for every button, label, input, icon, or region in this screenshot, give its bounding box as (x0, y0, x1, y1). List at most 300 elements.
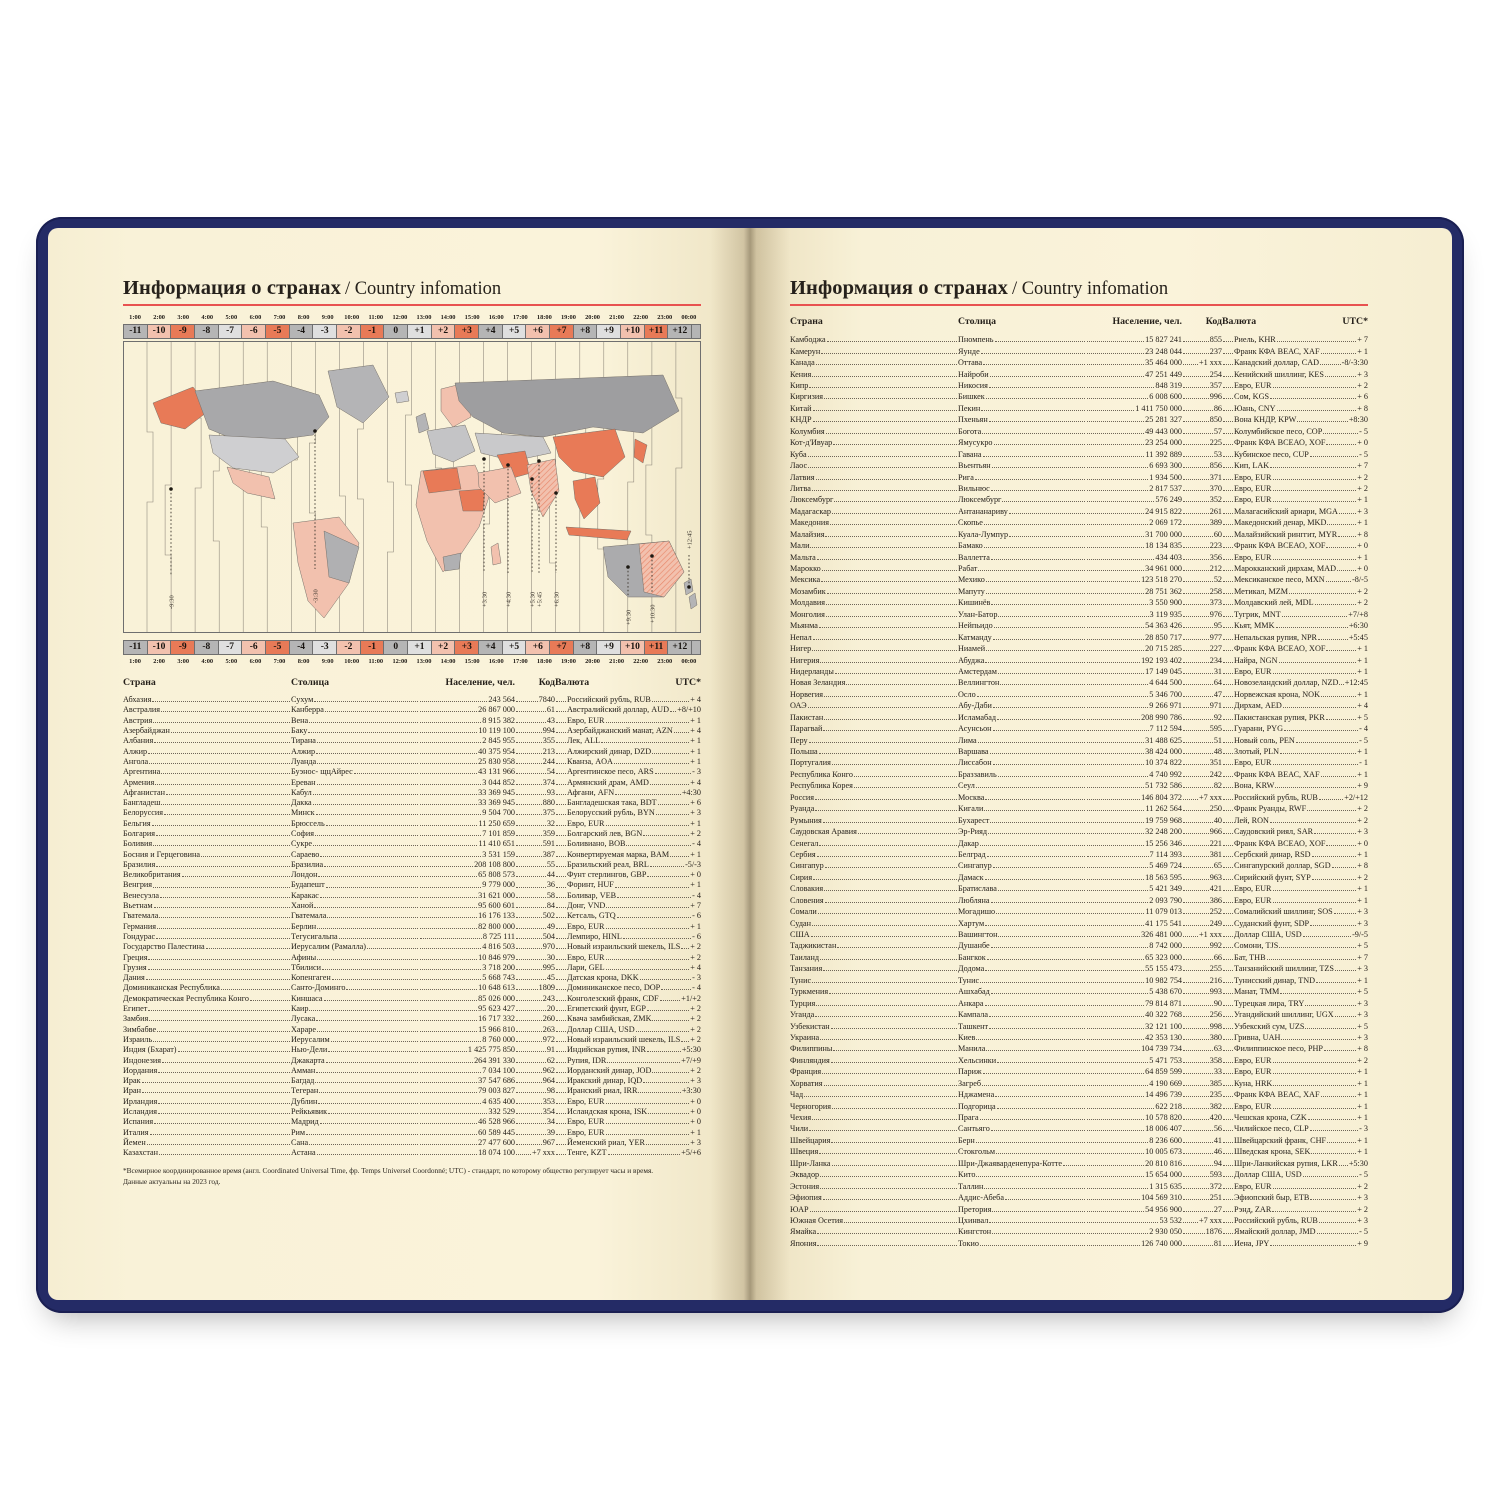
country-cell: Словения (790, 895, 824, 905)
table-row (123, 828, 701, 838)
population-col (1086, 504, 1182, 515)
capital-col (958, 562, 1086, 573)
population-cell: 2 817 537 (1149, 483, 1182, 493)
population-col (419, 972, 515, 982)
dot-leader (976, 1176, 1085, 1177)
tz-time-label: 2:00 (153, 314, 165, 322)
population-cell: 9 504 700 (482, 808, 515, 818)
dot-leader (316, 1020, 418, 1021)
population-cell: 10 374 822 (1145, 758, 1182, 768)
dot-leader (812, 1119, 957, 1120)
timezone-times-bottom (123, 657, 701, 667)
population-col (1086, 344, 1182, 355)
utc-cell: + 2 (1357, 598, 1368, 608)
tz-offset-cell: -6 (242, 641, 266, 654)
dot-leader (1223, 822, 1233, 823)
dot-leader (1317, 1233, 1359, 1234)
dot-leader (201, 856, 290, 857)
code-cell: 593 (1209, 1170, 1222, 1180)
dot-leader (1087, 536, 1144, 537)
dot-leader (820, 959, 957, 960)
population-cell: 146 804 372 (1141, 792, 1182, 802)
dot-leader (812, 650, 957, 651)
country-table-left (123, 694, 701, 1157)
code-cell: 504 (542, 931, 555, 941)
population-cell: 11 262 564 (1145, 804, 1182, 814)
currency-cell: Сомони, TJS (1234, 941, 1279, 951)
dot-leader (808, 456, 957, 457)
dot-leader (606, 969, 690, 970)
dot-leader (556, 701, 566, 702)
dot-leader (986, 398, 1085, 399)
dot-leader (1289, 593, 1356, 594)
population-col (1086, 710, 1182, 721)
currency-col (1222, 699, 1368, 710)
country-col (790, 470, 958, 481)
dot-leader (1183, 833, 1209, 834)
map-land-shape (553, 429, 625, 477)
dot-leader (327, 917, 418, 918)
population-col (419, 931, 515, 941)
table-row (790, 356, 1368, 367)
utc-cell: + 1 (1357, 1067, 1368, 1077)
dot-leader (1183, 376, 1209, 377)
dot-leader (161, 804, 290, 805)
footnote (123, 1166, 701, 1188)
table-row (790, 344, 1368, 355)
population-col (1086, 985, 1182, 996)
country-cell: Аргентина (123, 767, 161, 777)
currency-col (555, 869, 701, 879)
code-col (515, 745, 555, 755)
dot-leader (1183, 1188, 1209, 1189)
dot-leader (1272, 1211, 1356, 1212)
tz-time-label: 22:00 (633, 314, 649, 322)
country-cell: Германия (123, 921, 157, 931)
dot-leader (1087, 1142, 1148, 1143)
code-cell: 964 (542, 1076, 555, 1086)
dot-leader (991, 604, 1085, 605)
dot-leader (1183, 1130, 1213, 1131)
population-col (1086, 996, 1182, 1007)
population-col (1086, 813, 1182, 824)
dot-leader (844, 1222, 957, 1223)
dot-leader (615, 794, 681, 795)
country-cell: Казахстан (123, 1148, 159, 1158)
dot-leader (1223, 890, 1233, 891)
country-cell: Люксембург (790, 495, 834, 505)
population-cell: 4 635 400 (482, 1096, 515, 1106)
dot-leader (1223, 1073, 1233, 1074)
dot-leader (994, 444, 1085, 445)
utc-cell: + 8 (1357, 861, 1368, 871)
population-cell: 5 469 724 (1149, 861, 1182, 871)
table-row (123, 1034, 701, 1044)
population-col (419, 1085, 515, 1095)
dot-leader (313, 845, 418, 846)
dot-leader (646, 1144, 689, 1145)
capital-cell: Претория (958, 1204, 992, 1214)
currency-cell: Малагасийский ариари, MGA (1234, 506, 1338, 516)
capital-cell: Валлетта (958, 552, 990, 562)
country-col (790, 1031, 958, 1042)
capital-cell: Хельсинки (958, 1055, 997, 1065)
table-row (790, 333, 1368, 344)
country-cell: Руанда (790, 804, 815, 814)
dot-leader (606, 1134, 690, 1135)
currency-cell: Гуарани, PYG (1234, 724, 1284, 734)
country-col (790, 1019, 958, 1030)
capital-cell: Мапуту (958, 586, 985, 596)
dot-leader (164, 814, 290, 815)
utc-cell: - 6 (692, 931, 701, 941)
fractional-offset-label: +3:30 (481, 591, 489, 608)
dot-leader (420, 773, 477, 774)
code-col (1182, 1031, 1222, 1042)
dot-leader (1183, 547, 1209, 548)
country-col (790, 596, 958, 607)
country-col (790, 722, 958, 733)
population-cell: 126 740 000 (1141, 1238, 1182, 1248)
country-col (790, 790, 958, 801)
country-col (123, 694, 291, 704)
dot-leader (309, 722, 418, 723)
dot-leader (556, 722, 566, 723)
capital-col (958, 413, 1086, 424)
tz-time-label: 21:00 (609, 314, 625, 322)
utc-cell: +12:45 (1344, 678, 1368, 688)
code-col (515, 1023, 555, 1033)
country-cell: Молдавия (790, 598, 825, 608)
dot-leader (976, 1039, 1085, 1040)
dot-leader (1087, 1119, 1144, 1120)
dot-leader (975, 479, 1085, 480)
utc-cell: + 1 (1357, 1113, 1368, 1123)
country-col (790, 619, 958, 630)
dot-leader (606, 928, 690, 929)
table-row (790, 973, 1368, 984)
population-col (1086, 482, 1182, 493)
currency-col (1222, 379, 1368, 390)
country-col (790, 687, 958, 698)
dot-leader (1087, 1176, 1144, 1177)
capital-cell: Кито (958, 1170, 976, 1180)
population-col (1086, 619, 1182, 630)
population-cell: 332 529 (488, 1107, 515, 1117)
dot-leader (516, 1000, 542, 1001)
table-row (790, 665, 1368, 676)
capital-cell: Каир (291, 1004, 309, 1014)
code-cell: 242 (1209, 769, 1222, 779)
table-row (790, 573, 1368, 584)
dot-leader (1223, 1016, 1233, 1017)
capital-col (958, 870, 1086, 881)
population-col (1086, 767, 1182, 778)
dot-leader (985, 799, 1085, 800)
map-land-shape (427, 425, 475, 462)
country-cell: Словакия (790, 884, 824, 894)
code-col (1182, 436, 1222, 447)
dot-leader (1223, 1050, 1233, 1051)
capital-col (958, 459, 1086, 470)
currency-col (1222, 859, 1368, 870)
capital-col (958, 584, 1086, 595)
code-cell: 380 (1209, 1032, 1222, 1042)
dot-leader (556, 979, 566, 980)
dot-leader (608, 1154, 681, 1155)
dot-leader (813, 421, 957, 422)
utc-cell: + 6 (1357, 392, 1368, 402)
dot-leader (149, 763, 290, 764)
currency-col (1222, 1019, 1368, 1030)
currency-cell: Иена, JPY (1234, 1238, 1270, 1248)
table-row (790, 939, 1368, 950)
currency-cell: Тенге, KZT (567, 1148, 607, 1158)
capital-cell: Токио (958, 1238, 979, 1248)
country-cell: Македония (790, 518, 830, 528)
population-cell: 33 369 945 (478, 798, 515, 808)
tz-offset-cell: -10 (148, 325, 172, 338)
dot-leader (1223, 662, 1233, 663)
capital-cell: Алжир (291, 746, 316, 756)
dot-leader (367, 948, 418, 949)
utc-cell: + 2 (690, 952, 701, 962)
dot-leader (1087, 1096, 1144, 1097)
dot-leader (813, 879, 957, 880)
tz-time-label: 4:00 (201, 314, 214, 322)
table-row (123, 797, 701, 807)
currency-col (1222, 767, 1368, 778)
capital-cell: Ашхабад (958, 987, 990, 997)
dot-leader (1087, 570, 1144, 571)
dot-leader (516, 1123, 546, 1124)
dot-leader (1183, 673, 1213, 674)
dot-leader (1087, 879, 1144, 880)
utc-cell: + 2 (1357, 381, 1368, 391)
dot-leader (1273, 1188, 1357, 1189)
country-cell: Сенегал (790, 838, 819, 848)
currency-cell: Евро, EUR (1234, 495, 1272, 505)
timezone-boundary-line (213, 342, 219, 632)
country-col (790, 630, 958, 641)
capital-col (958, 916, 1086, 927)
currency-cell: Боливиано, BOB (567, 839, 626, 849)
dot-leader (309, 1144, 418, 1145)
table-row (123, 992, 701, 1002)
population-col (419, 920, 515, 930)
currency-col (1222, 1111, 1368, 1122)
dot-leader (1183, 433, 1213, 434)
population-col (1086, 790, 1182, 801)
country-col (790, 1236, 958, 1247)
dot-leader (1087, 547, 1144, 548)
dot-leader (832, 513, 957, 514)
dot-leader (1183, 1108, 1209, 1109)
capital-cell: Лусака (291, 1014, 316, 1024)
country-cell: Узбекистан (790, 1021, 830, 1031)
dot-leader (985, 879, 1085, 880)
population-cell: 6 693 300 (1149, 461, 1182, 471)
country-col (123, 962, 291, 972)
country-col (790, 813, 958, 824)
country-cell: Дания (123, 973, 145, 983)
dot-leader (1310, 925, 1356, 926)
code-col (1182, 527, 1222, 538)
table-row (123, 725, 701, 735)
dot-leader (556, 763, 566, 764)
tz-time-label: 8:00 (297, 658, 310, 666)
dot-leader (1223, 799, 1233, 800)
code-cell: 387 (542, 849, 555, 859)
capital-col (291, 1137, 419, 1147)
header-label: Код (1205, 317, 1222, 328)
code-cell: 56 (1213, 1124, 1222, 1134)
dot-leader (1183, 1005, 1213, 1006)
capital-col (958, 619, 1086, 630)
country-cell: Йемен (123, 1137, 146, 1147)
country-col (123, 1013, 291, 1023)
utc-cell: -9/-5 (1352, 930, 1368, 940)
country-cell: Сирия (790, 872, 813, 882)
currency-col (555, 1013, 701, 1023)
dot-leader (983, 1073, 1085, 1074)
dot-leader (647, 876, 689, 877)
table-row (123, 848, 701, 858)
currency-cell: Пакистанская рупия, PKR (1234, 712, 1325, 722)
dot-leader (516, 814, 542, 815)
capital-cell: Ташкент (958, 1021, 989, 1031)
dot-leader (1183, 879, 1209, 880)
code-cell: 595 (1209, 724, 1222, 734)
population-col (419, 992, 515, 1002)
dot-leader (1326, 845, 1356, 846)
dot-leader (309, 1010, 418, 1011)
dot-leader (982, 1085, 1085, 1086)
dot-leader (1087, 490, 1148, 491)
utc-cell: - 3 (1359, 1124, 1368, 1134)
country-col (123, 817, 291, 827)
population-col (1086, 733, 1182, 744)
table-row (123, 1023, 701, 1033)
dot-leader (516, 753, 542, 754)
dot-leader (1223, 421, 1233, 422)
dot-leader (1223, 1028, 1233, 1029)
dot-leader (1316, 982, 1356, 983)
code-col (1182, 367, 1222, 378)
dot-leader (420, 1134, 477, 1135)
map-land-shape (689, 593, 697, 609)
leader-dot (506, 463, 510, 467)
timezone-boundary-line (291, 342, 297, 632)
code-col (1182, 848, 1222, 859)
code-cell: 40 (1213, 815, 1222, 825)
capital-cell: Иерусалим (Рамалла) (291, 942, 367, 952)
code-col (515, 1126, 555, 1136)
dot-leader (315, 835, 418, 836)
population-cell: 2 930 050 (1149, 1227, 1182, 1237)
map-land-shape (455, 375, 679, 437)
utc-cell: - 3 (692, 973, 701, 983)
tz-time-label: 22:00 (633, 658, 649, 666)
utc-cell: +8:30 (1348, 415, 1368, 425)
dot-leader (981, 353, 1085, 354)
population-col (1086, 1156, 1182, 1167)
country-cell: Зимбабве (123, 1024, 157, 1034)
country-col (790, 436, 958, 447)
dot-leader (617, 897, 691, 898)
dot-leader (1223, 524, 1233, 525)
population-cell: 54 956 900 (1145, 1204, 1182, 1214)
capital-cell: Любляна (958, 895, 990, 905)
currency-cell: Швейцарский франк, CHF (1234, 1135, 1327, 1145)
code-col (1182, 1214, 1222, 1225)
dot-leader (1087, 684, 1148, 685)
population-cell: 11 079 013 (1145, 907, 1182, 917)
population-cell: 20 715 285 (1145, 644, 1182, 654)
country-col (790, 1133, 958, 1144)
country-col (790, 482, 958, 493)
utc-cell: + 1 (1357, 495, 1368, 505)
dot-leader (1087, 627, 1144, 628)
dot-leader (1270, 1245, 1356, 1246)
dot-leader (1327, 524, 1356, 525)
currency-cell: Франк КФА ВЕАС, XAF (1234, 1090, 1320, 1100)
country-col (790, 825, 958, 836)
utc-cell: - 3 (692, 767, 701, 777)
utc-cell: + 1 (690, 715, 701, 725)
dot-leader (1183, 581, 1213, 582)
capital-cell: Кингстон (958, 1227, 992, 1237)
population-cell: 576 249 (1155, 495, 1182, 505)
leader-dot (650, 554, 654, 558)
dot-leader (1223, 513, 1233, 514)
population-col (419, 714, 515, 724)
code-col (1182, 1133, 1222, 1144)
country-col (123, 807, 291, 817)
table-row (790, 745, 1368, 756)
capital-col (958, 733, 1086, 744)
population-col (419, 1147, 515, 1157)
currency-cell: Кьят, MMK (1234, 621, 1275, 631)
country-cell: Франция (790, 1067, 822, 1077)
dot-leader (1183, 890, 1209, 891)
country-cell: Ямайка (790, 1227, 817, 1237)
leader-dot (626, 565, 630, 569)
capital-col (291, 1116, 419, 1126)
country-col (790, 1156, 958, 1167)
country-cell: Норвегия (790, 689, 824, 699)
dot-leader (1183, 559, 1209, 560)
population-cell: 23 248 044 (1145, 346, 1182, 356)
population-col (419, 1044, 515, 1054)
code-cell: 967 (542, 1137, 555, 1147)
table-row (790, 848, 1368, 859)
country-cell: Бразилия (123, 859, 156, 869)
map-land-shape (566, 527, 631, 540)
dot-leader (1087, 822, 1144, 823)
capital-cell: Джакарта (291, 1055, 325, 1065)
dot-leader (812, 925, 957, 926)
code-cell: 374 (542, 777, 555, 787)
country-col (790, 584, 958, 595)
tz-time-label: 00:00 (681, 314, 697, 322)
right-page (750, 228, 1452, 1300)
currency-col (1222, 733, 1368, 744)
population-col (1086, 1179, 1182, 1190)
dot-leader (824, 1085, 958, 1086)
dot-leader (1326, 581, 1351, 582)
utc-cell: + 3 (1357, 1032, 1368, 1042)
